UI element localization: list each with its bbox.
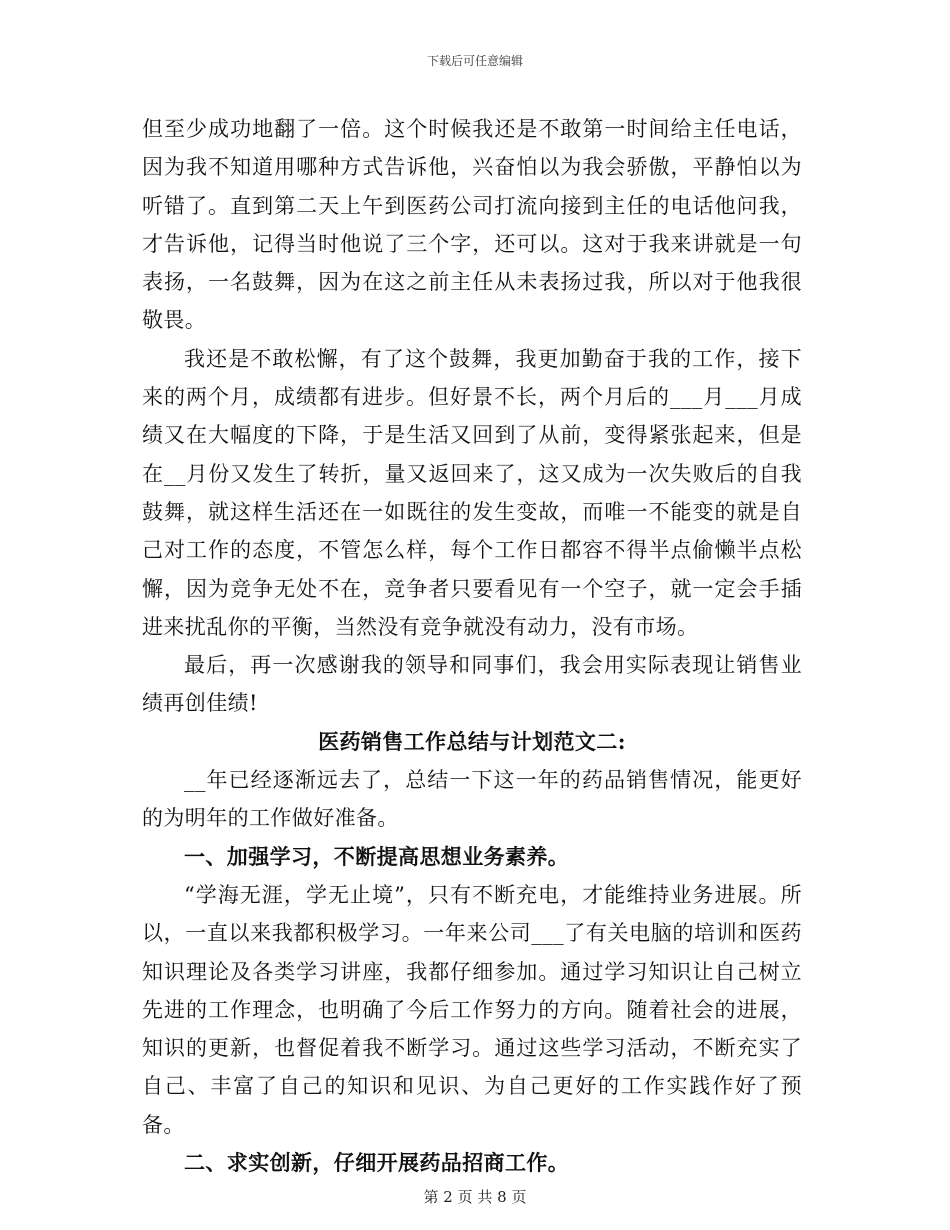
paragraph-continuation: 但至少成功地翻了一倍。这个时候我还是不敢第一时间给主任电话，因为我不知道用哪种方式告诉他，兴奋怕以为我会骄傲，平静怕以为听错了。直到第二天上午到医药公司打流向接到主任的电话他问我，才告诉他，记得当时他说了三个字，还可以。这对于我来讲就是一句表扬，一名鼓舞，因为在这之前主任从未表扬过我，所以对于他我很敬畏。 (142, 117, 802, 333)
paragraph-study: “学海无涯，学无止境”，只有不断充电，才能维持业务进展。所以，一直以来我都积极学习。一年来公司___了有关电脑的培训和医药知识理论及各类学习讲座，我都仔细参加。通过学习知识让自己树立先进的工作理念，也明确了今后工作努力的方向。随着社会的进展，知识的更新，也督促着我不断学习。通过这些学习活动，不断充实了自己、丰富了自己的知识和见识、为自己更好的工作实践作好了预备。 (142, 882, 802, 1137)
section-title: 医药销售工作总结与计划范文二: (318, 728, 626, 754)
paragraph-intro: __年已经逐渐远去了，总结一下这一年的药品销售情况，能更好的为明年的工作做好准备。 (142, 768, 802, 831)
paragraph-sales-progress: 我还是不敢松懈，有了这个鼓舞，我更加勤奋于我的工作，接下来的两个月，成绩都有进步。但好景不长，两个月后的___月___月成绩又在大幅度的下降，于是生活又回到了从前，变得紧张起来，但是在__月份又发生了转折，量又返回来了，这又成为一次失败后的自我鼓舞，就这样生活还在一如既往的发生变故，而唯一不能变的就是自己对工作的态度，不管怎么样，每个工作日都容不得半点偷懒半点松懈，因为竞争无处不在，竞争者只要看见有一个空子，就一定会手插进来扰乱你的平衡，当然没有竞争就没有动力，没有市场。 (142, 346, 802, 639)
document-body (142, 110, 802, 1182)
page-footer: 第 2 页 共 8 页 (423, 1188, 527, 1206)
paragraph-thanks: 最后，再一次感谢我的领导和同事们，我会用实际表现让销售业绩再创佳绩! (142, 653, 802, 716)
subheading-investment: 二、求实创新，仔细开展药品招商工作。 (184, 1150, 570, 1176)
subheading-study: 一、加强学习，不断提高思想业务素养。 (184, 843, 570, 869)
page-header: 下载后可任意编辑 (426, 54, 523, 68)
